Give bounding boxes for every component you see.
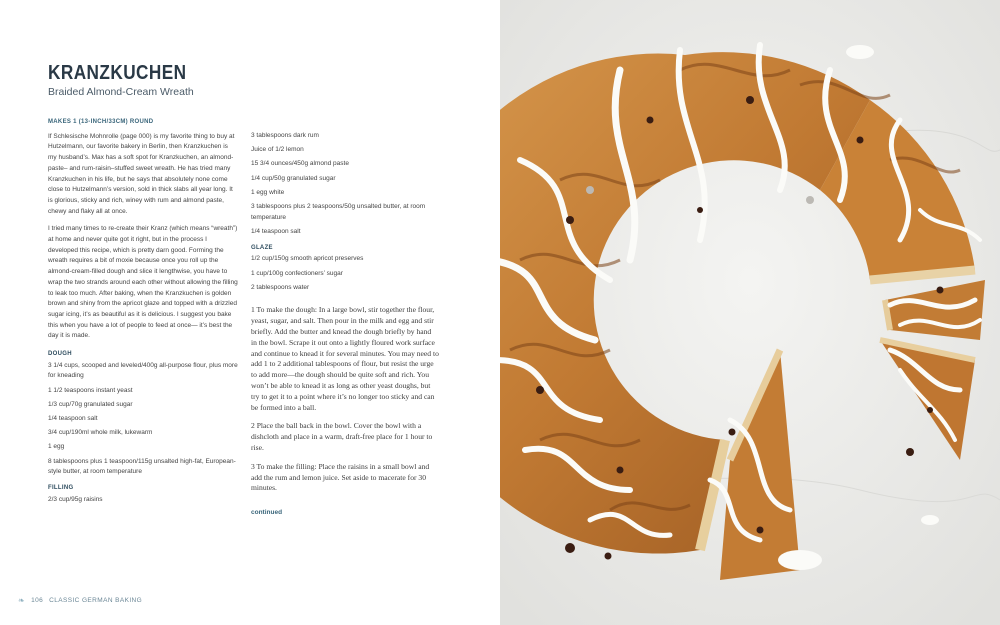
ingredient: 3 1/4 cups, scooped and leveled/400g all-purpose flour, plus more for kneading [48,361,238,380]
ingredient: 1/3 cup/70g granulated sugar [48,400,133,408]
leaf-ornament-icon: ❧ [18,596,26,605]
ingredient: 1 egg [48,443,65,451]
page-footer [18,596,142,605]
ingredient: 1 cup/100g confectioners’ sugar [251,269,343,277]
method-step: 3 To make the filling: Place the raisins in a small bowl and add the rum and lemon juice. Set aside to macerate for 30 minutes. [251,461,430,493]
ingredient: 3 tablespoons plus 2 teaspoons/50g unsalted butter, at room temperature [251,203,426,221]
recipe-title: KRANZKUCHEN [48,62,187,84]
section-heading-glaze: GLAZE [251,244,273,251]
ingredient: 15 3/4 ounces/450g almond paste [251,160,349,168]
ingredient: 1/2 cup/150g smooth apricot preserves [251,255,364,263]
section-heading-dough: DOUGH [48,351,72,358]
recipe-subtitle: Braided Almond-Cream Wreath [48,86,194,98]
intro-paragraph: I tried many times to re-create their Kranz (which means “wreath”) at home and never quite got it right, but in the process I developed this recipe, which is pretty darn good. Forming the wreath requires a bit of moxie because once you roll up the almond-cream-filled dough and slice it lengthwise, you have to wrap the two strands around each other without allowing the filling to leak too much. After baking, when the Kranzkuchen is golden brown and shiny from the apricot glaze and topped with a drizzled sugar icing, it’s as beautiful as it is delicious. I suggest you bake this when you have a lot of people to feed at once— it’s best the day it is made. [48,225,238,340]
ingredient: 2/3 cup/95g raisins [48,495,103,503]
recipe-column-right [251,131,439,519]
intro-paragraph: If Schlesische Mohnrolle (page 000) is my favorite thing to buy at Hutzelmann, our favorite bakery in Berlin, then Kranzkuchen is my husband’s. Max has a soft spot for Kranzkuchen, an almond-paste– and rum-raisin–stuffed sweet wreath. He has tried many Kranzkuchen in his life, but he says that absolutely none come close to Hutzelmann’s version, sold in thick slabs all year long. It is glorious, sticky and rich, winey with rum and almond paste, chewy and flaky all at once. [48,132,235,215]
ingredient: 2 tablespoons water [251,283,310,291]
continued-label: continued [251,509,283,517]
ingredient: 3 tablespoons dark rum [251,132,319,139]
ingredient: 1/4 cup/50g granulated sugar [251,174,336,182]
recipe-column-left [48,117,238,509]
ingredient: 3/4 cup/190ml whole milk, lukewarm [48,429,153,437]
page-number: 106 [31,597,44,604]
ingredient: 1/4 teaspoon salt [251,227,301,235]
ingredient: 1 1/2 teaspoons instant yeast [48,386,133,394]
method-step: 2 Place the ball back in the bowl. Cover the bowl with a dishcloth and place in a warm, draft-free place for 1 hour to rise. [251,421,433,452]
recipe-yield: MAKES 1 (13-INCH/33CM) ROUND [48,119,154,125]
ingredient: 1 egg white [251,188,285,196]
section-heading-filling: FILLING [48,485,74,492]
photo-page [500,0,1000,625]
book-title: CLASSIC GERMAN BAKING [49,597,143,604]
method-step: 1 To make the dough: In a large bowl, stir together the flour, yeast, sugar, and salt. Then pour in the milk and egg and stir briefly. Add the butter and knead the dough briefly by hand in the bowl. Scrape it out onto a lightly floured work surface and continue to knead it for several minutes. You may need to add 1 to 2 additional tablespoons of flour, but resist the urge to add more—the dough should be quite soft and rich. You won’t be able to knead it as long as other yeast doughs, but try to get it to a point where it’s no longer too sticky and can be formed into a ball. [251,305,439,412]
ingredient: 1/4 teaspoon salt [48,415,98,423]
ingredient: Juice of 1/2 lemon [251,146,304,154]
ingredient: 8 tablespoons plus 1 teaspoon/115g unsalted high-fat, European-style butter, at room temperature [48,457,236,476]
wreath-cake-icon [500,0,1000,625]
